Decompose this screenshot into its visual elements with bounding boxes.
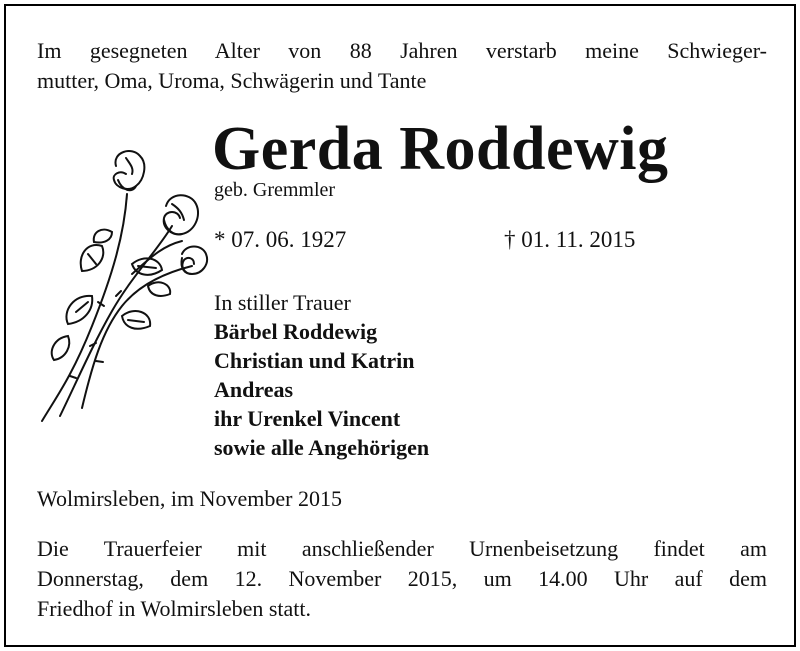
mourner-name: sowie alle Angehörigen: [214, 435, 430, 460]
intro-line-2: mutter, Oma, Uroma, Schwägerin und Tante: [37, 68, 427, 93]
mourners-block: [214, 288, 429, 462]
mourner-name: Bärbel Roddewig: [214, 319, 378, 344]
death-date: † 01. 11. 2015: [504, 227, 636, 252]
mourner-name: Christian und Katrin: [214, 348, 415, 373]
funeral-info: [37, 534, 767, 624]
deceased-name: Gerda Roddewig: [212, 115, 669, 183]
funeral-line-2: Donnerstag, dem 12. November 2015, um 14.00 Uhr auf dem: [37, 566, 767, 591]
maiden-name: geb. Gremmler: [214, 179, 336, 201]
funeral-line-1: Die Trauerfeier mit anschließender Urnenbeisetzung findet am: [37, 536, 767, 561]
mourning-lead: In stiller Trauer: [214, 290, 351, 315]
mourner-name: Andreas: [214, 377, 294, 402]
mourner-name: ihr Urenkel Vincent: [214, 406, 401, 431]
place-and-date: Wolmirsleben, im November 2015: [37, 486, 342, 511]
intro-line-1: Im gesegneten Alter von 88 Jahren verstarb meine Schwieger-: [37, 38, 767, 63]
birth-date: * 07. 06. 1927: [214, 227, 347, 252]
obituary-notice: [4, 4, 796, 647]
roses-illustration: [32, 146, 222, 426]
intro-text: [37, 36, 767, 96]
funeral-line-3: Friedhof in Wolmirsleben statt.: [37, 596, 312, 621]
